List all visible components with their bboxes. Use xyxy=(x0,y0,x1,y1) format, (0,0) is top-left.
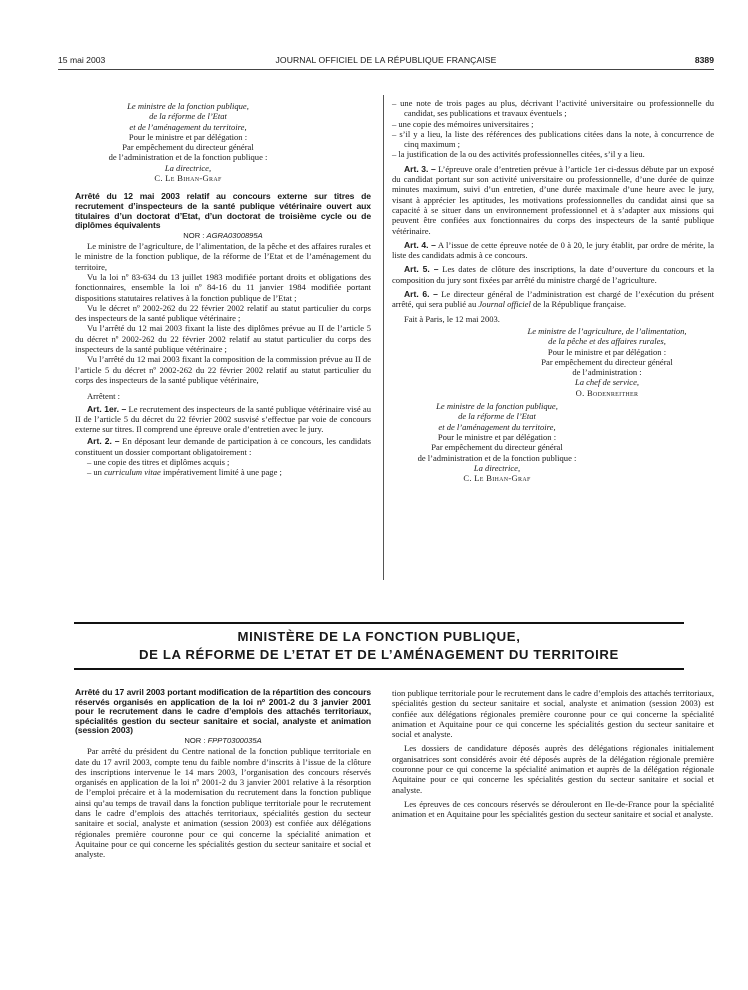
right-column xyxy=(392,98,714,483)
nor-reference: NOR : FPPT0300035A xyxy=(184,735,262,745)
sig-line: Le ministre de la fonction publique, xyxy=(436,401,558,412)
signatory-name: C. Le Bihan-Graf xyxy=(154,173,222,184)
visa-paragraph: Vu le décret nº 2002-262 du 22 février 2002 relatif au statut particulier du corps des inspecteurs de la santé publique vétérinaire ; xyxy=(75,302,371,324)
signature-block-top xyxy=(75,101,301,183)
ministry-banner xyxy=(74,622,684,670)
signatory-name: C. Le Bihan-Graf xyxy=(463,473,531,484)
arretent-label: Arrêtent : xyxy=(87,391,120,402)
right-column-lower xyxy=(392,688,714,820)
ministry-title-line-2: DE LA RÉFORME DE L’ETAT ET DE L’AMÉNAGEMENT DU TERRITOIRE xyxy=(139,647,619,662)
ministry-title-line-1: MINISTÈRE DE LA FONCTION PUBLIQUE, xyxy=(237,629,521,644)
list-item: – un curriculum vitae impérativement limité à une page ; xyxy=(87,467,282,478)
decree-paragraph: Les épreuves de ces concours réservés se dérouleront en Ile-de-France pour la spécialité animation et en Aquitaine pour les spécialités gestion du secteur sanitaire et social et analyste. xyxy=(392,798,714,820)
page-number: 8389 xyxy=(694,55,714,65)
sig-line: de l’administration : xyxy=(572,367,642,378)
sig-line: de l’administration et de la fonction publique : xyxy=(417,452,577,463)
decree-title: Arrêté du 17 avril 2003 portant modification de la répartition des concours réservés organisés en application de la loi nº 2001-2 du 3 janvier 2001 pour le recrutement dans le cadre d’emplois des attachés territoriaux, spécialités gestion du secteur sanitaire et social, analyste et animation (session 2003) xyxy=(75,687,371,736)
decree-paragraph-continued: tion publique territoriale pour le recrutement dans le cadre d’emplois des attachés territoriaux, spécialités gestion du secteur sanitaire et social, analyste et animation (session 2003) est confiée aux délégations régionales première couronne pour ce qui concerne la spécialité animation et Aquitaine pour ce qui concerne les spécialités gestion du secteur sanitaire et social et analyste. xyxy=(392,688,714,740)
list-item: – une copie des mémoires universitaires ; xyxy=(392,118,534,129)
sig-line: La directrice, xyxy=(473,462,521,473)
signature-block-fonction-publique xyxy=(392,401,602,483)
page-header xyxy=(58,55,714,69)
article-1: Art. 1er. – Le recrutement des inspecteurs de la santé publique vétérinaire visé au II de l’article 5 du décret du 22 février 2002 susvisé s’effectue par voie de concours externe sur titres. Il comprend une épreuve orale d’entretien avec le jury. xyxy=(75,403,371,435)
left-column xyxy=(75,101,371,478)
sig-line: Par empêchement du directeur général xyxy=(431,442,563,453)
article-6: Art. 6. – Le directeur général de l’administration est chargé de l’exécution du présent arrêté, qui sera publié au Journal officiel de la République française. xyxy=(392,289,714,310)
sig-line: Pour le ministre et par délégation : xyxy=(128,131,248,142)
visa-paragraph: Vu la loi nº 83-634 du 13 juillet 1983 modifiée portant droits et obligations des fonctionnaires, ensemble la loi nº 84-16 du 11 janvier 1984 modifiée portant dispositions statutaires relatives à la fonction publique de l’Etat ; xyxy=(75,271,371,303)
list-item: – la justification de la ou des activités professionnelles citées, s’il y a lieu. xyxy=(392,149,645,160)
column-separator xyxy=(383,95,384,580)
sig-line: Par empêchement du directeur général xyxy=(122,142,254,153)
sig-line: de la réforme de l’Etat xyxy=(458,411,536,422)
sig-line: de la pêche et des affaires rurales, xyxy=(548,336,666,347)
signing-place-date: Fait à Paris, le 12 mai 2003. xyxy=(404,313,500,324)
sig-line: La directrice, xyxy=(164,162,212,173)
list-item: – une copie des titres et diplômes acquis ; xyxy=(87,456,230,467)
decree-paragraph: Les dossiers de candidature déposés auprès des délégations régionales initialement organisatrices sont considérés avoir été déposés auprès de la délégation régionale première couronne pour ce qui concerne la spécialité animation et auprès de la délégation régionale Aquitaine pour ce qui concerne les spécialités gestion du secteur sanitaire et social et analyste. xyxy=(392,743,714,795)
sig-line: Le ministre de l’agriculture, de l’alimentation, xyxy=(527,325,687,336)
decree-intro: Le ministre de l’agriculture, de l’alimentation, de la pêche et des affaires rurales et le ministre de la fonction publique, de la réforme de l’Etat et de l’aménagement du territoire, xyxy=(75,241,371,272)
sig-line: Le ministre de la fonction publique, xyxy=(127,101,249,111)
nor-reference: NOR : AGRA0300895A xyxy=(183,230,263,240)
header-date: 15 mai 2003 xyxy=(58,55,106,65)
signatory-name: O. Bodenreither xyxy=(575,387,639,398)
article-3: Art. 3. – L’épreuve orale d’entretien prévue à l’article 1er ci-dessus débute par un exposé du candidat portant sur son activité universitaire ou professionnelle, d’une durée de quinze minutes maximum, suivi d’un entretien, d’une durée maximale d’une heure avec le jury, visant à apprécier les aptitudes, les motivations professionnelles du candidat ainsi que sa capacité à se situer dans un environnement professionnel et à s’adapter aux missions qui peuvent être confiées aux fonctionnaires du corps des inspecteurs de la santé publique vétérinaire. xyxy=(392,163,715,236)
sig-line: et de l’aménagement du territoire, xyxy=(129,121,247,132)
visa-paragraph: Vu l’arrêté du 12 mai 2003 fixant la composition de la commission prévue au II de l’article 5 du décret nº 2002-262 du 22 février 2002 relatif au statut particulier du corps des inspecteurs de la santé publique vétérinaire, xyxy=(75,354,371,385)
sig-line: Pour le ministre et par délégation : xyxy=(547,346,667,357)
journal-title: JOURNAL OFFICIEL DE LA RÉPUBLIQUE FRANÇAISE xyxy=(275,55,497,65)
sig-line: de la réforme de l’Etat xyxy=(149,111,227,122)
decree-title: Arrêté du 12 mai 2003 relatif au concours externe sur titres de recrutement d’inspecteurs de la santé publique vétérinaire ouvert aux titulaires d’un doctorat d’Etat, d’un doctorat de troisième cycle ou de diplômes équivalents xyxy=(75,191,371,231)
sig-line: Par empêchement du directeur général xyxy=(541,356,673,367)
article-5: Art. 5. – Les dates de clôture des inscriptions, la date d’ouverture du concours et la composition du jury sont fixées par arrêté du ministre chargé de l’agriculture. xyxy=(392,264,714,285)
sig-line: La chef de service, xyxy=(574,377,640,388)
left-column-lower xyxy=(75,687,371,860)
visa-paragraph: Vu l’arrêté du 12 mai 2003 fixant la liste des diplômes prévue au II de l’article 5 du décret nº 2002-262 du 22 février 2002 relatif au statut particulier du corps des inspecteurs de la santé publique vétérinaire ; xyxy=(75,323,371,355)
sig-line: Pour le ministre et par délégation : xyxy=(437,431,557,442)
article-2: Art. 2. – En déposant leur demande de participation à ce concours, les candidats constituent un dossier comportant obligatoirement : xyxy=(75,436,371,457)
list-item: – s’il y a lieu, la liste des références des publications citées dans la note, à concurrence de cinq maximum ; xyxy=(392,128,714,150)
article-4: Art. 4. – A l’issue de cette épreuve notée de 0 à 20, le jury établit, par ordre de mérite, la liste des candidats admis à ce concours. xyxy=(392,239,714,261)
decree-paragraph: Par arrêté du président du Centre national de la fonction publique territoriale en date du 17 avril 2003, compte tenu du faible nombre d’inscrits à l’issue de la clôture des inscriptions intervenue le 14 mars 2003, l’organisation des concours réservés organisés en application de la loi nº 2001-2 du 3 janvier 2001 relative à la résorption de l’emploi précaire et à la modernisation du recrutement dans la fonction publique ainsi qu’au temps de travail dans la fonction publique territoriale pour le recrutement dans le cadre d’emplois des attachés territoriaux, spécialités gestion du secteur sanitaire et social, analyste et animation (session 2003) est confiée aux délégations régionales première couronne pour ce qui concerne la spécialité animation et Aquitaine pour ce qui concerne les spécialités gestion du secteur sanitaire et social et analyste. xyxy=(75,746,371,860)
sig-line: et de l’aménagement du territoire, xyxy=(438,421,556,432)
header-rule xyxy=(58,69,714,70)
signature-block-agriculture xyxy=(502,326,712,398)
sig-line: de l’administration et de la fonction publique : xyxy=(108,152,268,163)
list-item: – une note de trois pages au plus, décrivant l’activité universitaire ou professionnelle du candidat, ses publications et travaux éventuels ; xyxy=(392,98,714,119)
